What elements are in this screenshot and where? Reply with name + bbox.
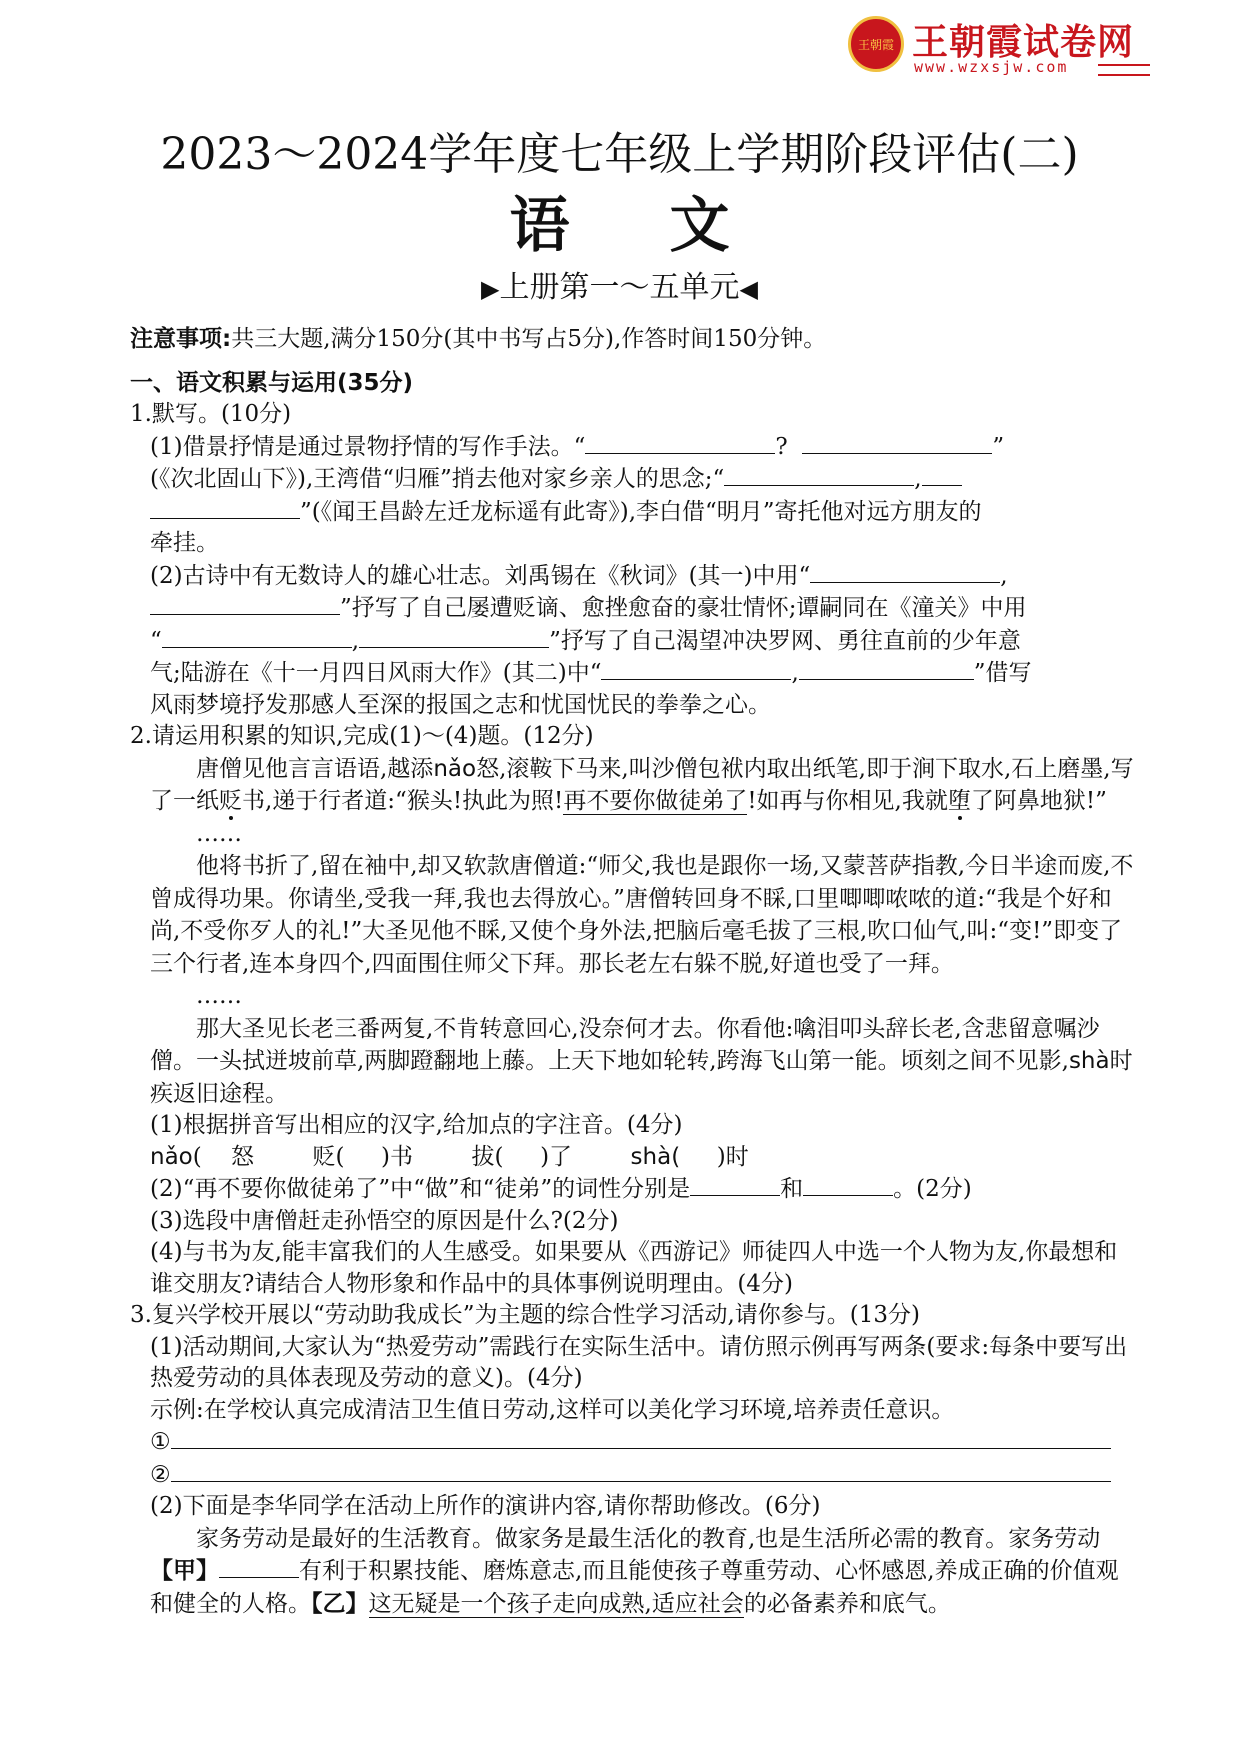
answer-blank[interactable]	[810, 560, 1000, 583]
answer-blank[interactable]	[359, 625, 549, 648]
q3-title: 3.复兴学校开展以“劳动助我成长”为主题的综合性学习活动,请你参与。(13分)	[130, 1302, 920, 1328]
answer-blank[interactable]	[803, 1173, 893, 1196]
q1-content: (1)借景抒情是通过景物抒情的写作手法。“ ? ” (《次北固山下》),王湾借“归雁”捎去他对家乡亲人的思念;“ , ”(《闻王昌龄左迁龙标遥有此寄》),李白借“明月”寄托他对远方朋友的 牵挂。 (2)古诗中有无数诗人的雄心壮志。刘禹锡在《秋词》(其一)中用“ , ”抒写了自己屡遭贬谪、愈挫愈奋的豪壮情怀;谭嗣同在《潼关》中用 “ , ”抒写了自己渴望冲决罗网、勇往直前的少年意 气;陆游在《十一月四日风雨大作》(其二)中“ , ”借写 风雨梦境抒发那感人至深的报国之志和忧国忧民的拳拳之心。	[130, 431, 1140, 722]
unit-label: 上册第一～五单元	[499, 270, 740, 305]
answer-blank[interactable]	[802, 431, 992, 454]
logo-seal: 王朝霞	[848, 16, 904, 72]
logo-stripes	[1098, 64, 1150, 76]
answer-blank[interactable]	[219, 1555, 299, 1578]
exam-title: 2023～2024学年度七年级上学期阶段评估(二)	[160, 129, 1079, 180]
q2-passage: 唐僧见他言言语语,越添nǎo怒,滚鞍下马来,叫沙僧包袱内取出纸笔,即于涧下取水,石上磨墨,写了一纸贬书,递于行者道:“猴头!执此为照!再不要你做徒弟了!如再与你相见,我就堕了阿鼻地狱!” …… 他将书折了,留在袖中,却又软款唐僧道:“师父,我也是跟你一场,又蒙菩萨指教,今日半途而废,不曾成得功果。你请坐,受我一拜,我也去得放心。”唐僧转回身不睬,口里唧唧哝哝的道:“我是个好和尚,不受你歹人的礼!”大圣见他不睬,又使个身外法,把脑后毫毛拔了三根,吹口仙气,叫:“变!”即变了三个行者,连本身四个,四面围住师父下拜。那长老左右躲不脱,好道也受了一拜。 …… 那大圣见长老三番两复,不肯转意回心,没奈何才去。你看他:噙泪叩头辞长老,含悲留意嘱沙僧。一头拭迸坡前草,两脚蹬翻地上藤。上天下地如轮转,跨海飞山第一能。顷刻之间不见影,shà时疾返旧途程。	[150, 755, 1134, 1107]
q2-subquestions: (1)根据拼音写出相应的汉字,给加点的字注音。(4分) nǎo( 怒 贬( )书 拔( )了 shà( )时 (2)“再不要你做徒弟了”中“做”和“徒弟”的词性分别是 和 。(2分) (3)选段中唐僧赶走孙悟空的原因是什么?(2分) (4)与书为友,能丰富我们的人生感受。如果要从《西游记》师徒四人中选一个人物为友,你最想和谁交朋友?请结合人物形象和作品中的具体事例说明理由。(4分)	[130, 1110, 1140, 1300]
q1-title: 1.默写。(10分)	[130, 401, 292, 427]
logo-name: 王朝霞试卷网	[912, 22, 1135, 63]
logo-url: www.wzxsjw.com	[914, 58, 1069, 76]
answer-blank[interactable]	[601, 657, 791, 680]
answer-blank[interactable]	[150, 592, 340, 615]
left-triangle-icon: ◀	[739, 275, 758, 303]
answer-blank[interactable]	[150, 496, 300, 519]
site-logo	[848, 14, 1168, 74]
notice: 注意事项:共三大题,满分150分(其中书写占5分),作答时间150分钟。	[130, 326, 827, 352]
pinyin-row: nǎo( 怒 贬( )书 拔( )了 shà( )时	[150, 1143, 749, 1170]
answer-line[interactable]	[171, 1459, 1111, 1482]
section-heading: 一、语文积累与运用(35分)	[130, 369, 414, 396]
answer-blank[interactable]	[585, 431, 775, 454]
answer-line[interactable]	[171, 1426, 1111, 1449]
exam-subject: 语文	[509, 191, 830, 261]
answer-blank[interactable]	[162, 625, 352, 648]
answer-blank[interactable]	[799, 657, 974, 680]
exam-body	[130, 324, 1140, 1620]
q3-content: (1)活动期间,大家认为“热爱劳动”需践行在实际生活中。请仿照示例再写两条(要求:每条中要写出热爱劳动的具体表现及劳动的意义)。(4分) 示例:在学校认真完成清洁卫生值日劳动,这样可以美化学习环境,培养责任意识。 ① ② (2)下面是李华同学在活动上所作的演讲内容,请你帮助修改。(6分)	[150, 1333, 1128, 1519]
q2-title: 2.请运用积累的知识,完成(1)～(4)题。(12分)	[130, 723, 594, 749]
q3-speech: 家务劳动是最好的生活教育。做家务是最生活化的教育,也是生活所必需的教育。家务劳动【甲】 有利于积累技能、磨炼意志,而且能使孩子尊重劳动、心怀感恩,养成正确的价值观和健全的人格。【乙】这无疑是一个孩子走向成熟,适应社会的必备素养和底气。	[150, 1525, 1119, 1617]
right-triangle-icon: ▶	[481, 275, 500, 303]
answer-blank[interactable]	[922, 463, 962, 486]
exam-unit	[0, 262, 1239, 306]
answer-blank[interactable]	[690, 1173, 780, 1196]
answer-blank[interactable]	[724, 463, 914, 486]
